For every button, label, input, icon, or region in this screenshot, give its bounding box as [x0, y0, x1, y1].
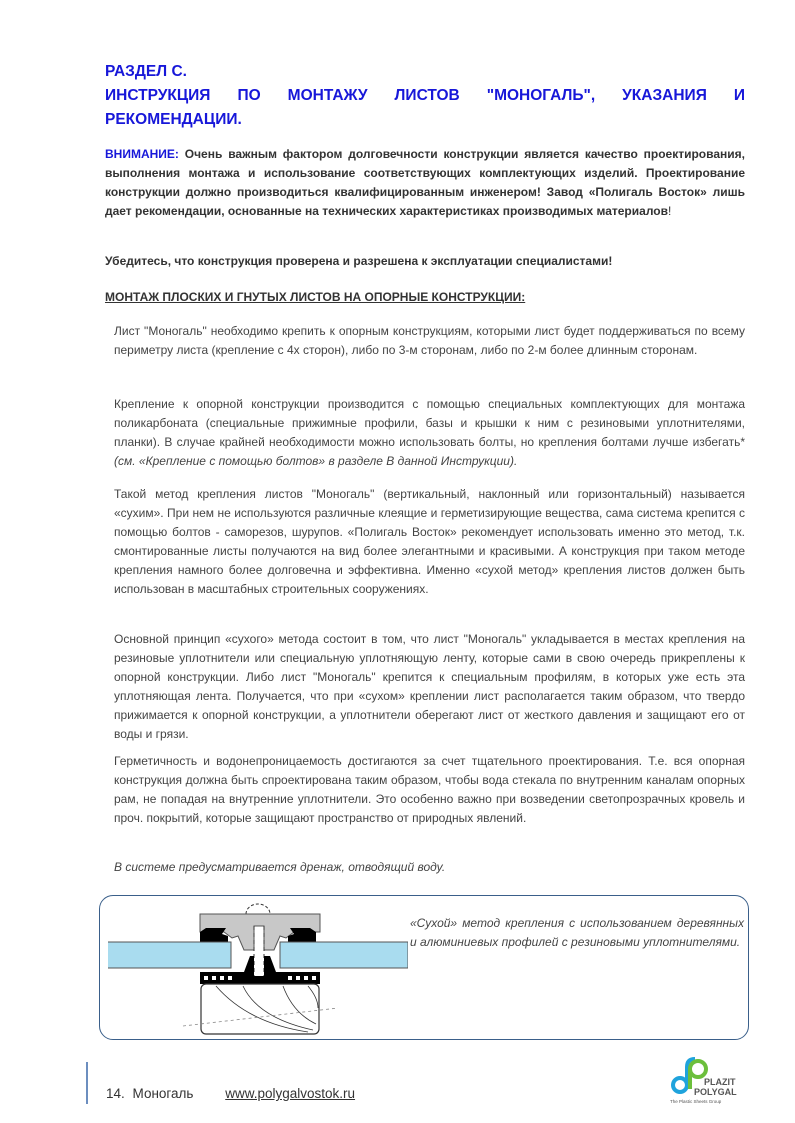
product-name: Моногаль	[132, 1086, 194, 1101]
paragraph: Такой метод крепления листов "Моногаль" (вертикальный, наклонный или горизонтальный) называется «сухим». При нем не используются различные клеящие и герметизирующие вещества, сама система крепится с помощью болтов - саморезов, шурупов. «Полигаль Восток» рекомендует использовать именно это метод, т.к. смонтированные листы получаются на вид более элегантными и красивыми. А конструкция при таком методе крепления намного более долговечна и эффективна. Именно «сухой метод» крепления листов должен быть использован в масштабных строительных сооружениях.	[114, 487, 745, 596]
paragraph-reference: (см. «Крепление с помощью болтов» в разделе В данной Инструкции).	[114, 454, 518, 468]
footer-divider	[86, 1062, 88, 1104]
warning-text: Очень важным фактором долговечности конструкции является качество проектирования, выполнения монтажа и использование соответствующих комплектующих изделий. Проектирование конструкции должно производиться квалифицированным инженером! Завод «Полигаль Восток» лишь дает рекомендации, основанные на технических характеристиках производимых материалов	[105, 147, 745, 218]
warning-end: !	[668, 204, 672, 218]
paragraph-note: В системе предусматривается дренаж, отводящий воду.	[114, 860, 446, 874]
logo-icon	[668, 1055, 758, 1110]
title-line: ИНСТРУКЦИЯ ПО МОНТАЖУ ЛИСТОВ "МОНОГАЛЬ", УКАЗАНИЯ И	[105, 87, 745, 104]
svg-text:POLYGAL: POLYGAL	[694, 1087, 737, 1097]
page-title	[105, 60, 745, 132]
page-number: 14.	[106, 1086, 125, 1101]
plazit-polygal-logo	[668, 1055, 758, 1110]
verify-note: Убедитесь, что конструкция проверена и разрешена к эксплуатации специалистами!	[105, 254, 613, 268]
warning-block	[105, 145, 745, 221]
subheading: МОНТАЖ ПЛОСКИХ И ГНУТЫХ ЛИСТОВ НА ОПОРНЫЕ КОНСТРУКЦИИ:	[105, 290, 526, 304]
figure-caption: «Сухой» метод крепления с использованием деревянных и алюминиевых профилей с резиновыми уплотнителями.	[410, 916, 744, 949]
title-line: РЕКОМЕНДАЦИИ.	[105, 111, 242, 128]
paragraph: Основной принцип «сухого» метода состоит в том, что лист "Моногаль" укладывается в местах крепления на резиновые уплотнители или специальную уплотняющую ленту, которые сами в свою очередь прикреплены к опорной конструкции. Либо лист "Моногаль" крепится к специальным профилям, в которых уже есть эта уплотняющая лента. Получается, что при «сухом» креплении лист располагается таким образом, что твердо прижимается к опорной конструкции, а уплотнители оберегают лист от жесткого давления и защищают его от воды и грязи.	[114, 632, 745, 741]
paragraph	[114, 395, 745, 471]
paragraph-text: Крепление к опорной конструкции производится с помощью специальных комплектующих для монтажа поликарбоната (специальные прижимные профили, базы и крышки к ним с резиновыми уплотнителями, планки). В случае крайней необходимости можно использовать болты, но крепления болтами лучше избегать*	[114, 397, 745, 449]
website-link[interactable]: www.polygalvostok.ru	[225, 1086, 356, 1101]
section-label: РАЗДЕЛ С.	[105, 63, 187, 80]
paragraph: Герметичность и водонепроницаемость достигаются за счет тщательного проектирования. Т.е. вся опорная конструкция должна быть спроектирована таким образом, чтобы вода стекала по внутренним каналам опорных рам, не попадая на внутренние уплотнители. Это особенно важно при возведении светопрозрачных кровель и проч. покрытий, которые защищают пространство от природных явлений.	[114, 754, 745, 825]
svg-text:PLAZIT: PLAZIT	[704, 1077, 736, 1087]
paragraph: Лист "Моногаль" необходимо крепить к опорным конструкциям, которыми лист будет поддерживаться по всему периметру листа (крепление с 4х сторон), либо по 3-м сторонам, либо по 2-м более длинным сторонам.	[114, 324, 745, 357]
figure-box	[99, 895, 749, 1040]
svg-text:The Plastic Sheets Group: The Plastic Sheets Group	[670, 1099, 722, 1104]
footer	[106, 1086, 355, 1101]
warning-label: ВНИМАНИЕ:	[105, 147, 179, 161]
dry-mounting-diagram	[108, 898, 408, 1038]
